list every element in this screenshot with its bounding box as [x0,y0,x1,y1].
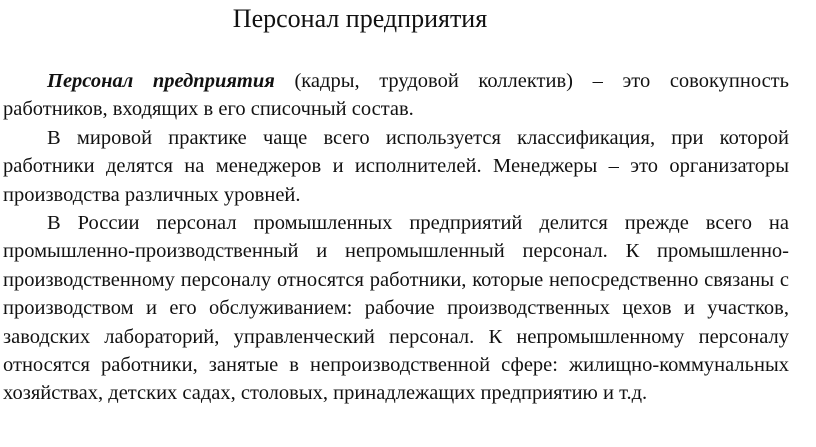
document-title: Персонал предприятия [232,4,488,33]
paragraph-definition [3,67,789,124]
defined-term: Персонал предприятия [47,70,275,92]
paragraph-russia-classification: В России персонал промышленных предприятий делится прежде всего на промышленно-производственный и непромышленный персонал. К промышленно-производственному персоналу относятся работники, которые непосредственно связаны с производством и его обслуживанием: рабочие производственных цехов и участков, заводских лабораторий, управленческий персонал. К непромышленному персоналу относятся работники, занятые в непроизводственной сфере: жилищно-коммунальных хозяйствах, детских садах, столовых, принадлежащих предприятию и т.д. [3,212,789,405]
document-body [3,67,789,408]
paragraph-world-practice: В мировой практике чаще всего используется классификация, при которой работники делятся на менеджеров и исполнителей. Менеджеры – это организаторы производства различных уровней. [3,126,789,206]
definition-text: (кадры, трудовой коллектив) – это совокупность работников, входящих в его списочный состав. [3,70,789,121]
